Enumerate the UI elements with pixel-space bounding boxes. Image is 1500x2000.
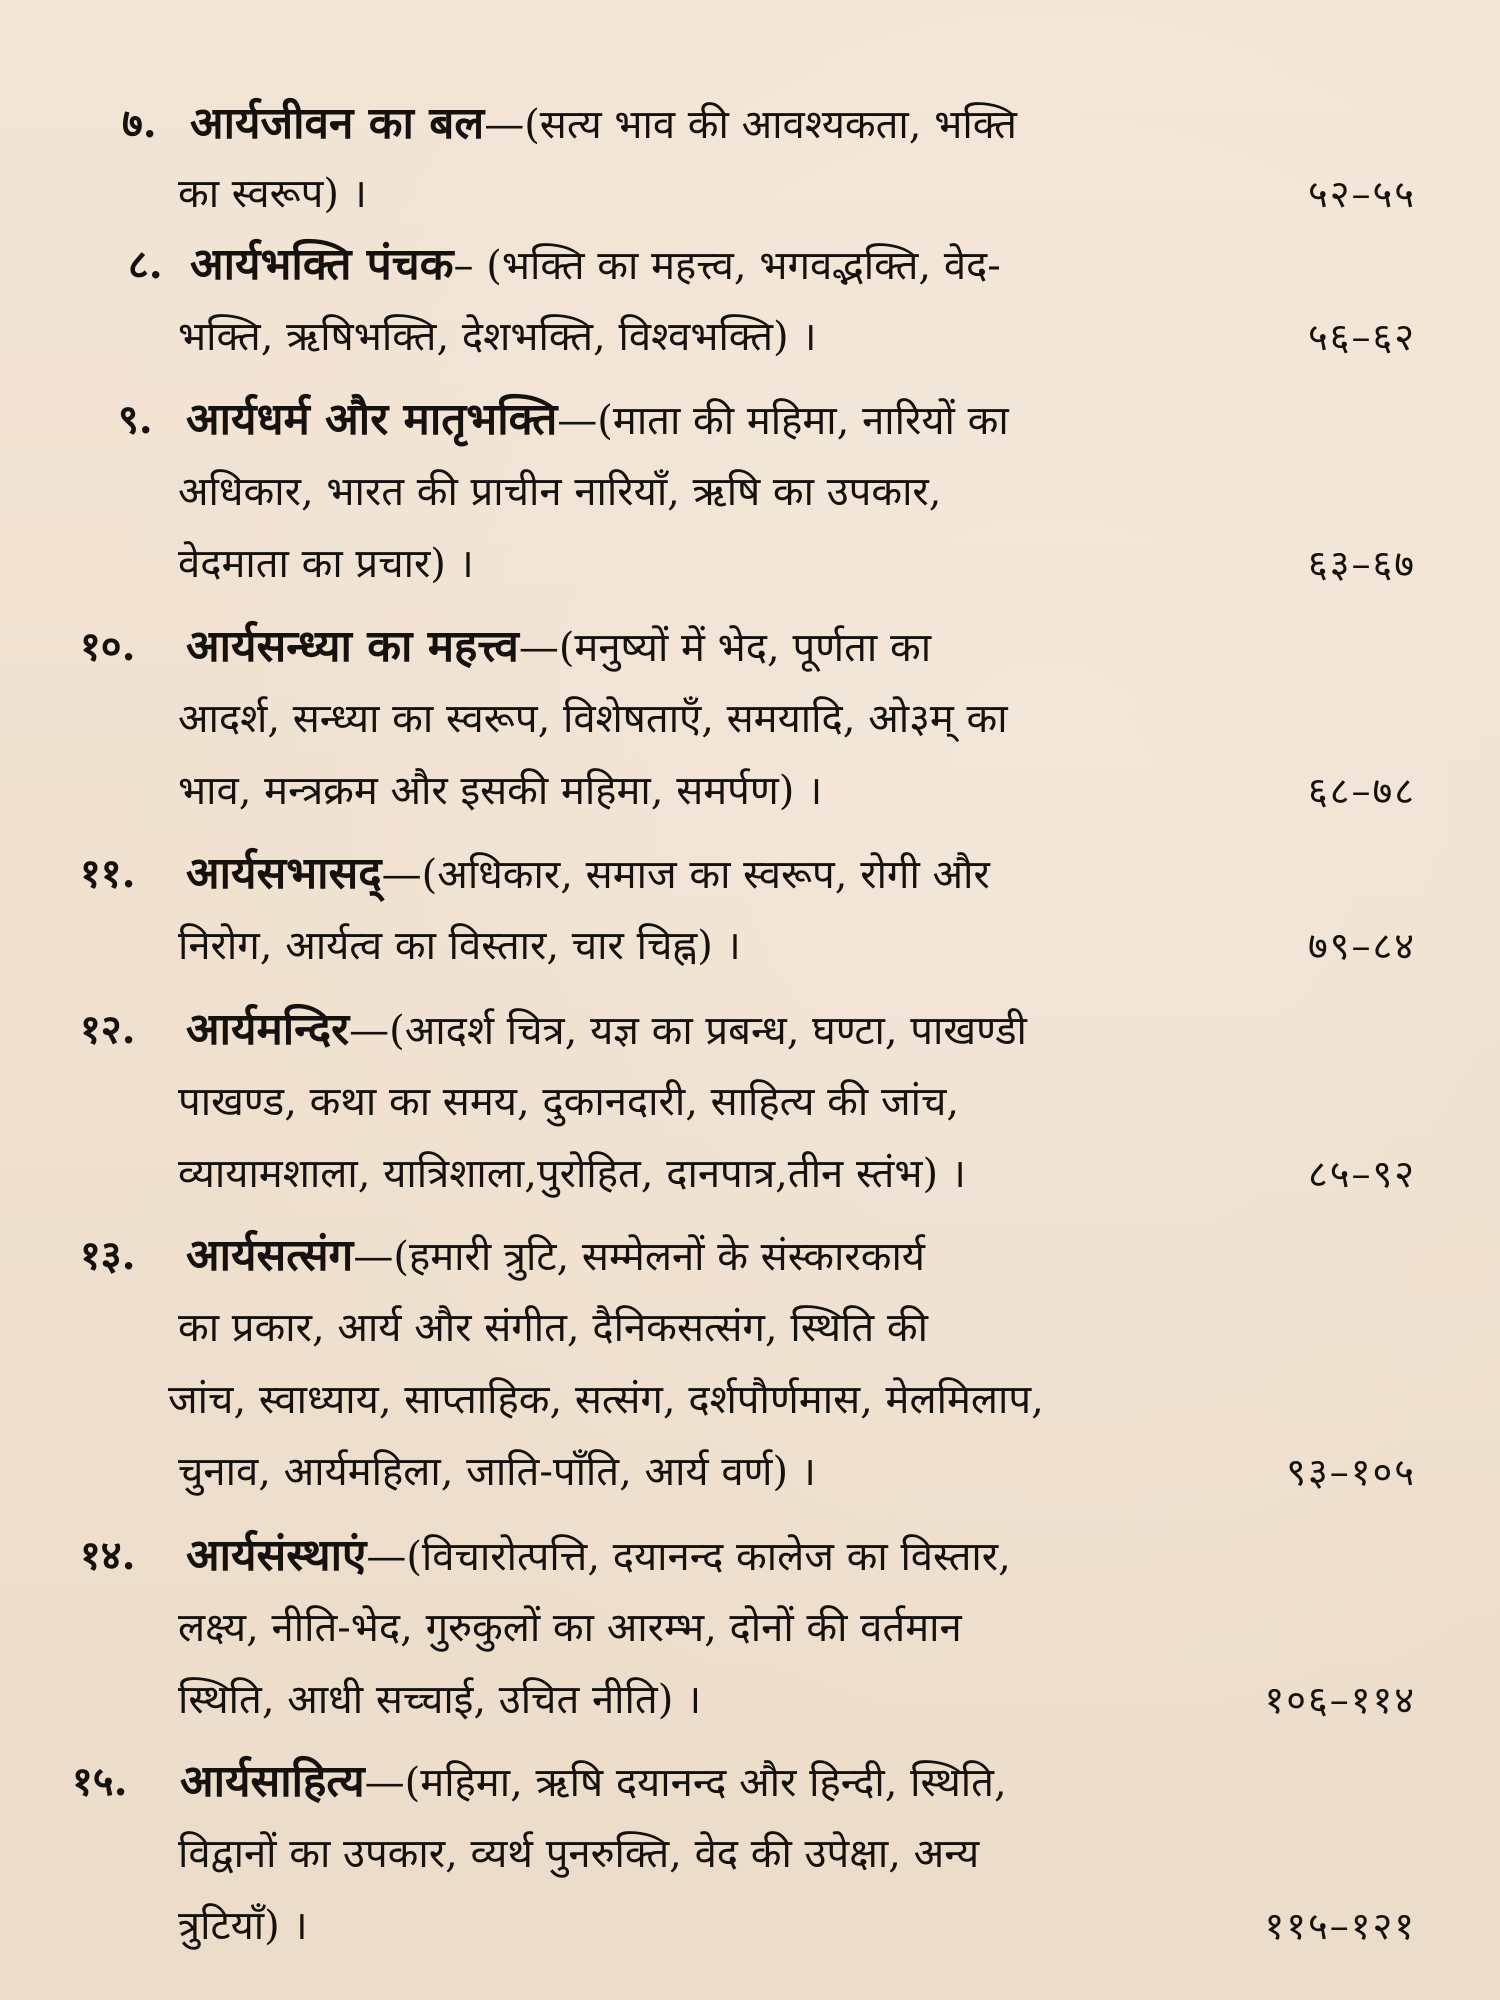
entry-first-line: [190, 96, 1017, 153]
entry-description-line: अधिकार, भारत की प्राचीन नारियाँ, ऋषि का उपकार,: [178, 469, 942, 515]
entry-page-range: ९३–१०५: [1286, 1450, 1416, 1494]
entry-description: —(सत्य भाव की आवश्यकता, भक्ति: [484, 102, 1017, 148]
entry-title: आर्यसाहित्य: [180, 1756, 365, 1807]
entry-title: आर्यसंस्थाएं: [186, 1530, 367, 1581]
entry-page-range: १०६–११४: [1264, 1678, 1416, 1722]
entry-number: ११.: [80, 850, 136, 897]
entry-description-line: व्यायामशाला, यात्रिशाला,पुरोहित, दानपात्र,तीन स्तंभ) ।: [178, 1151, 966, 1197]
entry-first-line: [186, 619, 931, 676]
entry-title: आर्यमन्दिर: [186, 1004, 350, 1055]
entry-first-line: [186, 846, 990, 903]
entry-description-line: पाखण्ड, कथा का समय, दुकानदारी, साहित्य की जांच,: [178, 1079, 960, 1125]
entry-description-line: का स्वरूप) ।: [178, 171, 367, 217]
entry-description: —(हमारी त्रुटि, सम्मेलनों के संस्कारकार्य: [353, 1234, 926, 1280]
entry-first-line: [186, 1228, 925, 1285]
entry-number: १२.: [80, 1006, 136, 1053]
entry-number: ८.: [128, 241, 163, 288]
entry-description-line: त्रुटियाँ) ।: [178, 1903, 308, 1949]
entry-description-line: भाव, मन्त्रक्रम और इसकी महिमा, समर्पण) ।: [178, 768, 823, 814]
entry-number: १३.: [80, 1232, 136, 1279]
entry-first-line: [180, 1754, 1007, 1811]
entry-description: – (भक्ति का महत्त्व, भगवद्भक्ति, वेद-: [453, 243, 1001, 289]
entry-page-range: ५६–६२: [1307, 315, 1416, 359]
entry-page-range: ५२–५५: [1307, 172, 1416, 216]
entry-description: —(मनुष्यों में भेद, पूर्णता का: [518, 625, 932, 671]
entry-first-line: [186, 392, 1009, 449]
entry-page-range: ७९–८४: [1307, 924, 1416, 968]
entry-first-line: [190, 237, 1001, 294]
entry-title: आर्यधर्म और मातृभक्ति: [186, 394, 558, 445]
entry-title: आर्यजीवन का बल: [190, 98, 485, 149]
entry-number: १०.: [80, 623, 136, 670]
entry-description-line: चुनाव, आर्यमहिला, जाति-पाँति, आर्य वर्ण) ।: [178, 1449, 816, 1495]
entry-first-line: [186, 1002, 1027, 1059]
entry-title: आर्यसन्ध्या का महत्त्व: [186, 621, 519, 672]
entry-number: ७.: [122, 100, 157, 147]
entry-number: ९.: [118, 396, 153, 443]
entry-description-line: आदर्श, सन्ध्या का स्वरूप, विशेषताएँ, समयादि, ओ३म् का: [178, 696, 1008, 742]
entry-description: —(विचारोत्पत्ति, दयानन्द कालेज का विस्तार,: [366, 1534, 1011, 1580]
entry-page-range: ६८–७८: [1307, 769, 1416, 813]
entry-description: —(महिमा, ऋषि दयानन्द और हिन्दी, स्थिति,: [364, 1760, 1007, 1806]
entry-page-range: ६३–६७: [1307, 542, 1416, 586]
entry-number: १४.: [80, 1532, 136, 1579]
entry-description-line: लक्ष्य, नीति-भेद, गुरुकुलों का आरम्भ, दोनों की वर्तमान: [178, 1605, 962, 1651]
entry-description: —(आदर्श चित्र, यज्ञ का प्रबन्ध, घण्टा, पाखण्डी: [349, 1008, 1027, 1054]
entry-title: आर्यभक्ति पंचक: [190, 239, 454, 290]
entry-description-line: वेदमाता का प्रचार) ।: [178, 541, 474, 587]
entry-description: —(माता की महिमा, नारियों का: [557, 398, 1009, 444]
entry-description-line: विद्वानों का उपकार, व्यर्थ पुनरुक्ति, वेद की उपेक्षा, अन्य: [178, 1831, 980, 1877]
entry-description-line: निरोग, आर्यत्व का विस्तार, चार चिह्न) ।: [178, 923, 741, 969]
entry-description-line: भक्ति, ऋषिभक्ति, देशभक्ति, विश्वभक्ति) ।: [178, 314, 817, 360]
entry-description-line: का प्रकार, आर्य और संगीत, दैनिकसत्संग, स्थिति की: [178, 1305, 928, 1351]
entry-title: आर्यसत्संग: [186, 1230, 354, 1281]
entry-description-line: जांच, स्वाध्याय, साप्ताहिक, सत्संग, दर्शपौर्णमास, मेलमिलाप,: [168, 1377, 1044, 1423]
entry-number: १५.: [72, 1758, 128, 1805]
entry-page-range: ८५–९२: [1307, 1152, 1416, 1196]
entry-page-range: ११५–१२१: [1264, 1904, 1416, 1948]
entry-title: आर्यसभासद्: [186, 848, 382, 899]
entry-description-line: स्थिति, आधी सच्चाई, उचित नीति) ।: [178, 1677, 702, 1723]
entry-description: —(अधिकार, समाज का स्वरूप, रोगी और: [381, 852, 990, 898]
entry-first-line: [186, 1528, 1011, 1585]
